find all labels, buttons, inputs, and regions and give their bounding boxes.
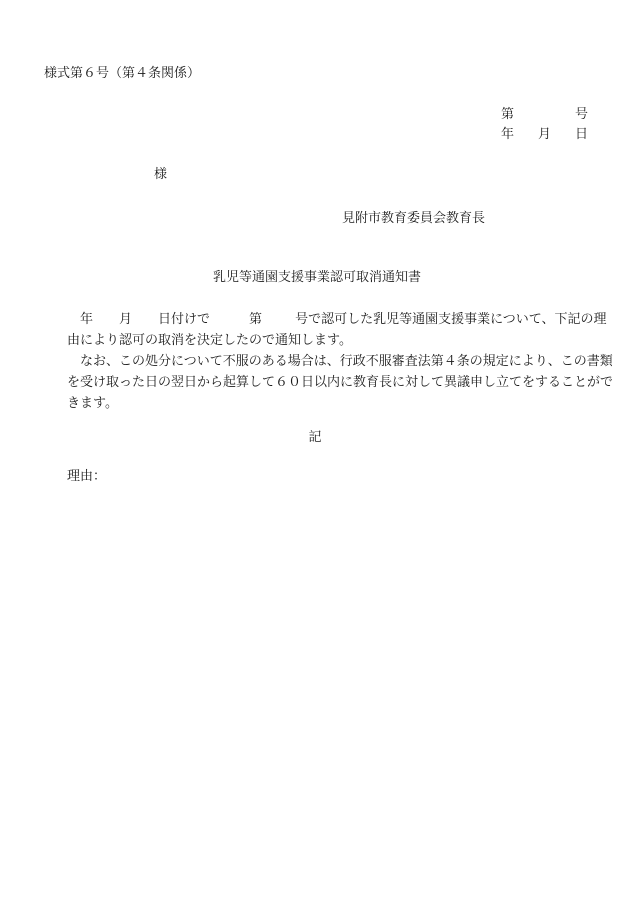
form-number: 様式第６号（第４条関係） [44,66,201,81]
sender-name: 見附市教育委員会教育長 [342,211,486,226]
document-title: 乳児等通園支援事業認可取消通知書 [212,270,421,285]
body-month: 月 [119,312,133,327]
body-year: 年 [80,312,94,327]
body-line-1-rest: 号で認可した乳児等通園支援事業について、下記の理 [295,312,607,327]
body-line-3 [67,351,613,372]
document-number-suffix: 号 [575,107,589,122]
body-line-1 [67,309,607,330]
body-line-2: 由により認可の取消を決定したので通知します。 [67,333,352,348]
date-year-label: 年 [501,127,515,142]
addressee-honorific: 様 [154,167,168,182]
date-day-label: 日 [575,127,589,142]
body-text [67,309,614,414]
body-dated: 日付けで [158,312,211,327]
body-line-4: を受け取った日の翌日から起算して６０日以内に教育長に対して異議申し立てをすることがで [67,375,614,390]
ki-heading: 記 [308,430,322,445]
reason-label: 理由： [67,469,107,484]
body-line-5: きます。 [67,396,118,411]
document-number-label: 第 [501,107,515,122]
body-line-3-text: なお、この処分について不服のある場合は、行政不服審査法第４条の規定により、この書類 [80,354,613,369]
body-number-label: 第 [249,312,263,327]
date-month-label: 月 [538,127,552,142]
